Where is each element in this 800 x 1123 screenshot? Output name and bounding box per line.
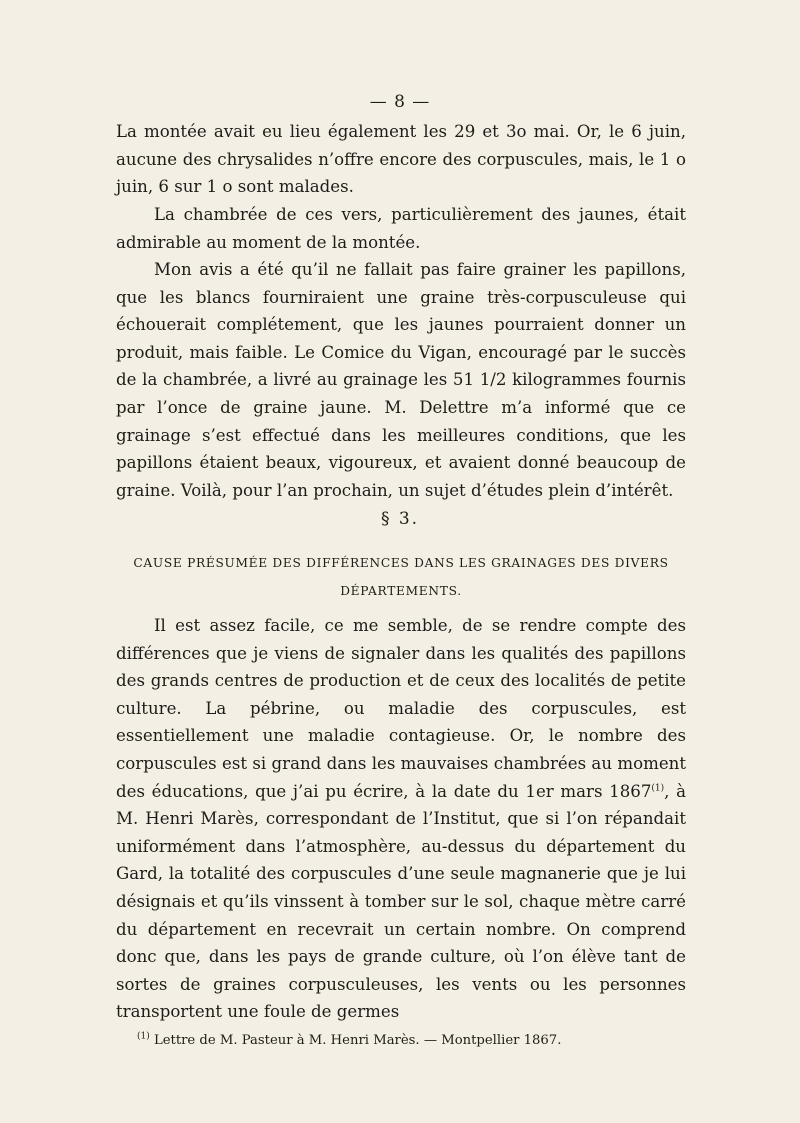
paragraph-1-text: La montée avait eu lieu également les 29 et 3o mai. Or, le 6 juin, aucune des chrysalides n’offre encore des corpuscules, mais, le 1 o juin, 6 sur 1 o sont malades. — [116, 122, 686, 197]
paragraph-2-text: La chambrée de ces vers, particulièrement des jaunes, était admirable au moment de la montée. — [116, 205, 686, 252]
paragraph-4-text — [116, 612, 686, 1026]
section-heading-line-2: DÉPARTEMENTS. — [340, 584, 462, 598]
paragraph-2 — [116, 201, 686, 256]
footnote-reference: (1) — [651, 783, 665, 794]
paragraph-4-after-ref: , à M. Henri Marès, correspondant de l’Institut, que si l’on répandait uniformément dans l’atmosphère, au-dessus du département du Gard, la totalité des corpuscules d’une seule magnanerie que je lui désignais et qu’ils vinssent à tomber sur le sol, chaque mètre carré du département en recevrait un certain nombre. On comprend donc que, dans les pays de grande culture, où l’on élève tant de sortes de graines corpusculeuses, les vents ou les personnes transportent une foule de germes — [116, 781, 686, 1022]
footnote-text: Lettre de M. Pasteur à M. Henri Marès. — Montpellier 1867. — [153, 1033, 562, 1048]
paragraph-3 — [116, 256, 686, 504]
paragraph-3-text: Mon avis a été qu’il ne fallait pas faire grainer les papillons, que les blancs fourniraient une graine très-corpusculeuse qui échouerait complétement, que les jaunes pourraient donner un produit, mais faible. Le Comice du Vigan, encouragé par le succès de la chambrée, a livré au grainage les 51 1/2 kilogrammes fournis par l’once de graine jaune. M. Delettre m’a informé que ce grainage s’est effectué dans les meilleures conditions, que les papillons étaient beaux, vigoureux, et avaient donné beaucoup de graine. Voilà, pour l’an prochain, un sujet d’études plein d’intérêt. — [116, 260, 686, 500]
footnote-marker: (1) — [137, 1031, 150, 1042]
paragraph-1 — [116, 118, 686, 201]
paragraph-4 — [116, 612, 686, 1026]
footnote — [137, 1032, 697, 1050]
section-mark: § 3. — [380, 509, 420, 529]
page-number: — 8 — — [369, 92, 431, 112]
paragraph-4-before-ref: Il est assez facile, ce me semble, de se rendre compte des différences que je viens de signaler dans les qualités des papillons des grands centres de production et de ceux des localités de petite culture. La pébrine, ou maladie des corpuscules, est essentiellement une maladie contagieuse. Or, le nombre des corpuscules est si grand dans les mauvaises chambrées au moment des éducations, que j’ai pu écrire, à la date du 1er mars 1867 — [116, 616, 686, 801]
section-heading-line-1: CAUSE PRÉSUMÉE DES DIFFÉRENCES DANS LES GRAINAGES DES DIVERS — [133, 556, 669, 570]
